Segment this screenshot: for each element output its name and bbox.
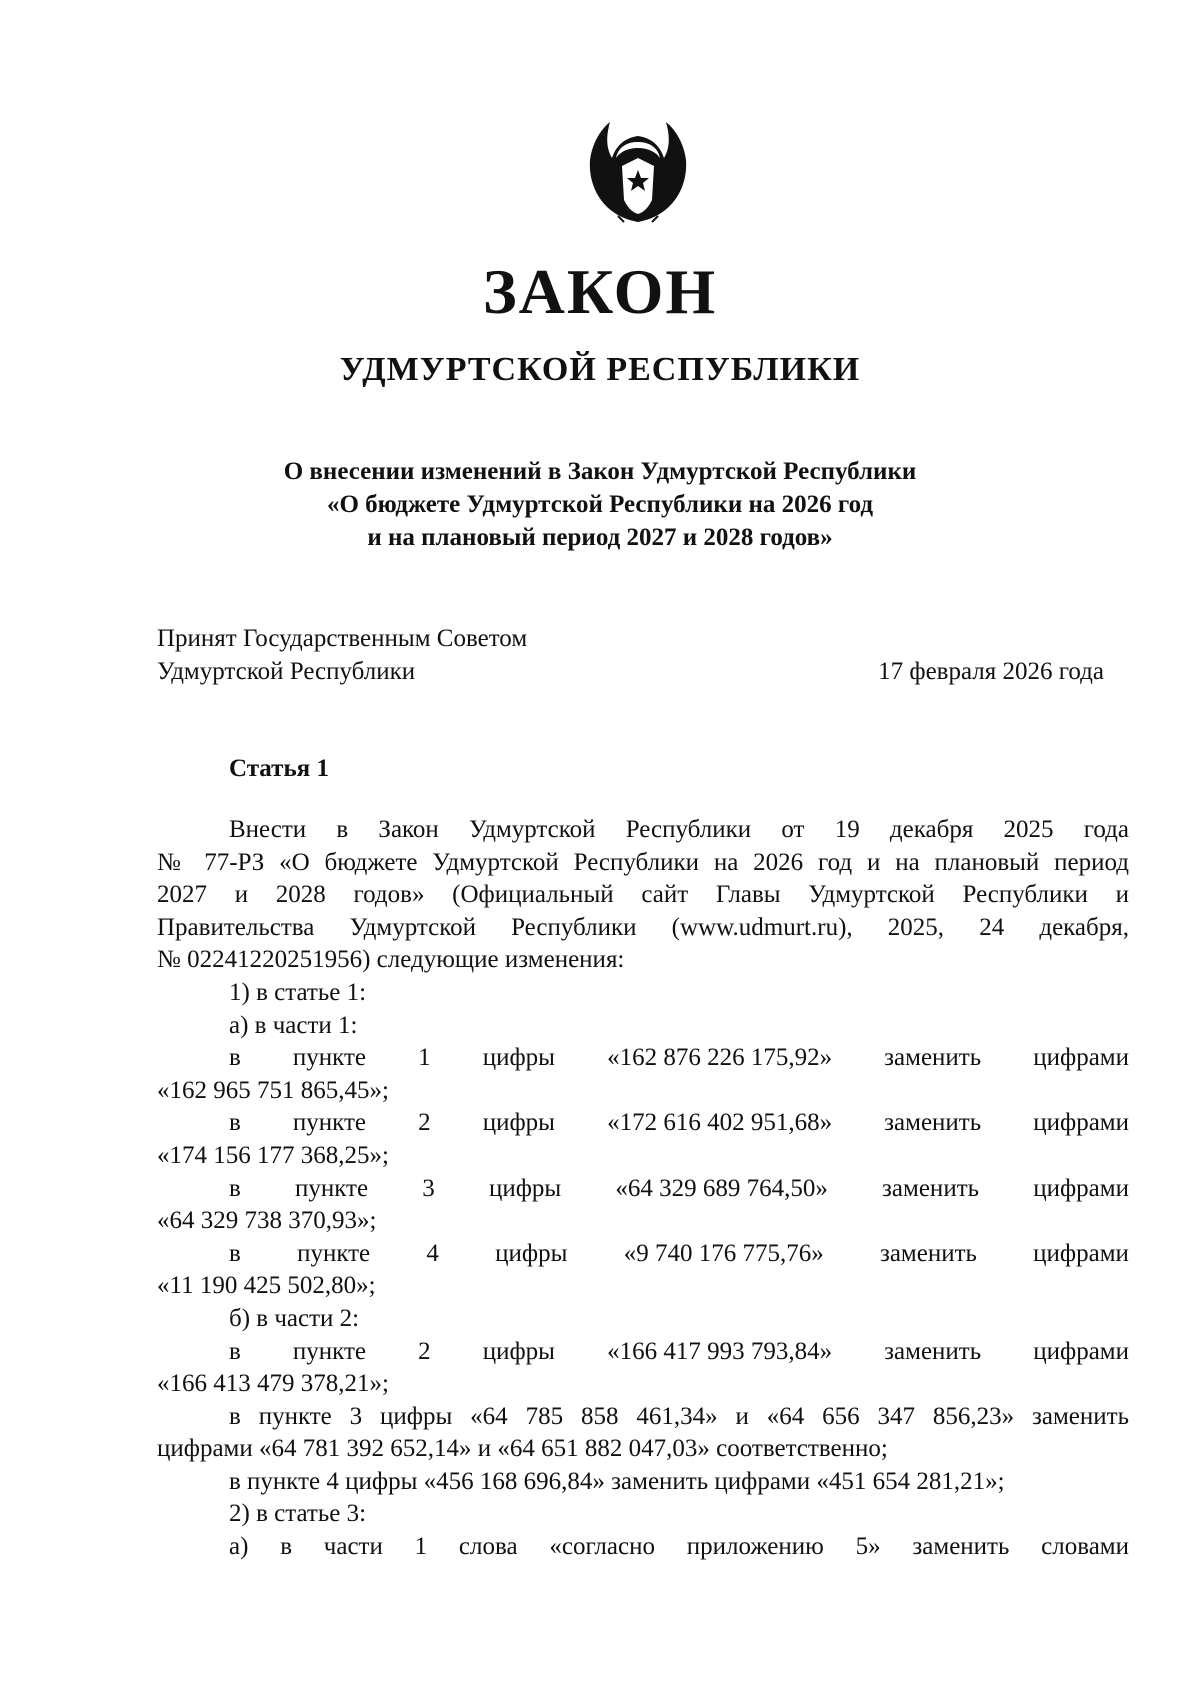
amendment-label: цифры — [482, 1044, 555, 1072]
amendment-with: цифрами — [1033, 1174, 1129, 1202]
amendment-prefix: в — [229, 1337, 241, 1365]
amendment-num: 2 — [418, 1337, 431, 1365]
amendment-label: цифры — [495, 1239, 568, 1267]
amendment-text: а) в части 1 слова «согласно приложению 5» заменить словами — [229, 1533, 1129, 1561]
amendment-label: цифры — [482, 1109, 555, 1137]
amendment-num: 3 — [422, 1174, 435, 1202]
amendment-verb: заменить — [884, 1337, 982, 1365]
amendment-text: в пункте 3 цифры «64 785 858 461,34» и «64 656 347 856,23» заменить — [229, 1402, 1129, 1430]
intro-line: № 02241220251956) следующие изменения: — [157, 946, 625, 974]
amendment-prefix: в — [229, 1044, 241, 1072]
amendment-prefix: в — [229, 1239, 241, 1267]
amendment-word: пункте — [292, 1337, 367, 1365]
article-body — [157, 814, 1129, 1564]
amendment-prefix: в — [229, 1174, 241, 1202]
amendment-old-value: «162 876 226 175,92» — [607, 1044, 833, 1072]
amendment-new-value: «174 156 177 368,25»; — [157, 1141, 389, 1169]
amendment-old-value: «9 740 176 775,76» — [623, 1239, 824, 1267]
intro-line: 2027 и 2028 годов» (Официальный сайт Главы Удмуртской Республики и — [157, 881, 1129, 909]
adopted-line: Удмуртской Республики — [157, 658, 416, 685]
amendment-label: цифры — [488, 1174, 562, 1202]
amendment-verb: заменить — [884, 1044, 982, 1072]
amendment-old-value: «64 329 689 764,50» — [615, 1174, 828, 1202]
amendment-new-value: «64 329 738 370,93»; — [157, 1207, 377, 1235]
amendment-prefix: в — [229, 1109, 241, 1137]
heading-line: и на плановый период 2027 и 2028 годов» — [367, 524, 833, 551]
law-title: ЗАКОН — [482, 256, 718, 327]
list-item: б) в части 2: — [229, 1304, 360, 1332]
amendment-new-value: «162 965 751 865,45»; — [157, 1076, 389, 1104]
amendment-row — [157, 1238, 1129, 1271]
amendment-with: цифрами — [1033, 1239, 1129, 1267]
amendment-old-value: «166 417 993 793,84» — [607, 1337, 833, 1365]
amendment-old-value: «172 616 402 951,68» — [607, 1109, 833, 1137]
amendment-num: 2 — [418, 1109, 431, 1137]
amendment-text: в пункте 4 цифры «456 168 696,84» заменить цифрами «451 654 281,21»; — [229, 1467, 1005, 1495]
amendment-new-value: «166 413 479 378,21»; — [157, 1370, 389, 1398]
amendment-verb: заменить — [879, 1239, 977, 1267]
amendment-text: цифрами «64 781 392 652,14» и «64 651 882 047,03» соответственно; — [157, 1435, 888, 1463]
list-item: 1) в статье 1: — [229, 978, 367, 1006]
amendment-word: пункте — [292, 1109, 367, 1137]
udmurt-emblem-icon — [586, 118, 690, 228]
amendment-with: цифрами — [1033, 1337, 1129, 1365]
law-heading — [0, 455, 1200, 554]
amendment-word: пункте — [294, 1174, 369, 1202]
adopted-by — [157, 622, 527, 688]
amendment-word: пункте — [297, 1239, 371, 1267]
amendment-label: цифры — [482, 1337, 555, 1365]
amendment-row — [157, 1173, 1129, 1206]
amendment-num: 1 — [418, 1044, 431, 1072]
heading-line: О внесении изменений в Закон Удмуртской Республики — [283, 458, 917, 485]
amendment-row — [157, 1042, 1129, 1075]
amendment-with: цифрами — [1033, 1109, 1129, 1137]
amendment-row — [157, 1336, 1129, 1369]
article-title: Статья 1 — [229, 755, 329, 782]
amendment-with: цифрами — [1033, 1044, 1129, 1072]
amendment-verb: заменить — [882, 1174, 980, 1202]
intro-line: Внести в Закон Удмуртской Республики от 19 декабря 2025 года — [229, 816, 1129, 843]
amendment-num: 4 — [426, 1239, 439, 1267]
adopted-line: Принят Государственным Советом — [157, 625, 528, 652]
heading-line: «О бюджете Удмуртской Республики на 2026 год — [326, 491, 874, 518]
amendment-row — [157, 1107, 1129, 1140]
list-item: а) в части 1: — [229, 1011, 358, 1039]
amendment-new-value: «11 190 425 502,80»; — [157, 1272, 376, 1300]
intro-line: Правительства Удмуртской Республики (www.udmurt.ru), 2025, 24 декабря, — [157, 913, 1129, 941]
adopted-date: 17 февраля 2026 года — [878, 658, 1104, 685]
list-item: 2) в статье 3: — [229, 1500, 367, 1528]
amendment-word: пункте — [292, 1044, 367, 1072]
amendment-verb: заменить — [884, 1109, 982, 1137]
intro-line: № 77-РЗ «О бюджете Удмуртской Республики на 2026 год и на плановый период — [157, 848, 1129, 876]
law-subtitle: УДМУРТСКОЙ РЕСПУБЛИКИ — [339, 351, 861, 388]
